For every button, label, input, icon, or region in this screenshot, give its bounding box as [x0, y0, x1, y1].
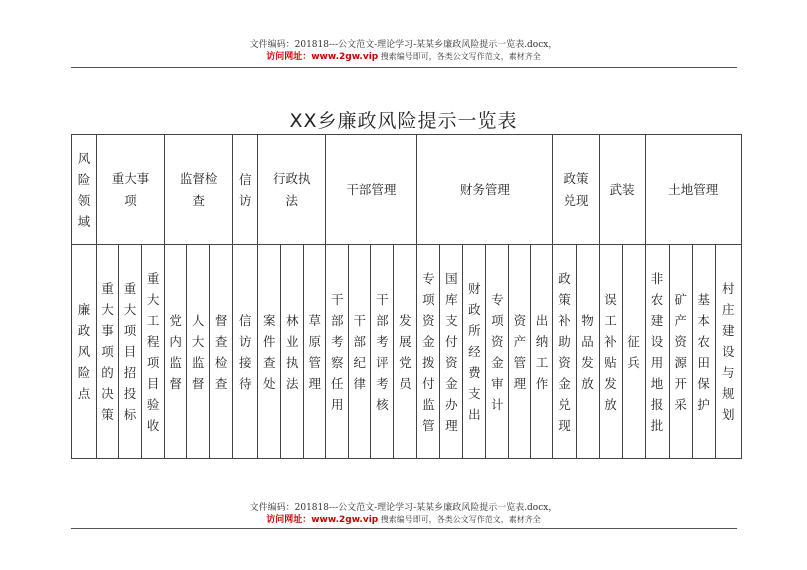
group-label: 监督检查	[179, 170, 218, 208]
header-visit-label: 访问网址：	[266, 52, 312, 62]
point-label: 非农建设用地报批	[650, 270, 664, 433]
point-label: 物品发放	[581, 312, 594, 391]
table-points-row	[72, 245, 742, 459]
group-label: 干部管理	[346, 182, 397, 197]
page-header	[0, 40, 807, 63]
point-label: 重大工程项目验收	[146, 270, 160, 433]
group-label: 财务管理	[459, 182, 510, 197]
point-cell	[417, 245, 440, 459]
row-label-cell	[72, 245, 97, 459]
footer-visit-url[interactable]: www.2gw.vip	[311, 515, 379, 525]
point-label: 误工补贴发放	[604, 291, 617, 412]
point-cell	[281, 245, 304, 459]
point-label: 草原管理	[308, 312, 322, 391]
point-cell	[326, 245, 349, 459]
point-label: 政策补助资金兑现	[558, 270, 571, 433]
footer-visit-note: 搜索编号即可，各类公文写作范文，素材齐全	[380, 515, 541, 524]
footer-visit-line	[0, 514, 807, 526]
table-header-row	[72, 135, 742, 245]
group-cell	[97, 135, 165, 245]
row-label: 廉政风险点	[77, 302, 91, 401]
group-label: 武装	[609, 182, 635, 197]
point-label: 国库支付资金办理	[445, 270, 458, 433]
point-cell	[669, 245, 692, 459]
point-label: 信访接待	[238, 312, 252, 391]
point-cell	[645, 245, 669, 459]
point-cell	[692, 245, 715, 459]
point-cell	[440, 245, 463, 459]
point-cell	[165, 245, 187, 459]
point-label: 干部纪律	[353, 312, 367, 391]
point-label: 林业执法	[285, 312, 299, 391]
corner-cell	[72, 135, 97, 245]
point-label: 党内监督	[169, 312, 182, 391]
footer-file-code: 文件编码：201818---公文范文-理论学习-某某乡廉政风险提示一览表.docx，	[249, 503, 558, 513]
point-cell	[349, 245, 371, 459]
header-rule	[71, 67, 737, 68]
header-visit-url[interactable]: www.2gw.vip	[311, 52, 379, 62]
header-visit-line	[0, 51, 807, 63]
point-cell	[371, 245, 394, 459]
point-cell	[394, 245, 417, 459]
point-label: 出纳工作	[535, 312, 549, 391]
group-cell	[417, 135, 553, 245]
point-label: 案件查处	[262, 312, 276, 391]
point-cell	[531, 245, 553, 459]
point-cell	[97, 245, 119, 459]
footer-rule	[71, 528, 737, 529]
group-cell	[599, 135, 645, 245]
point-label: 专项资金审计	[491, 291, 504, 412]
point-cell	[509, 245, 531, 459]
point-cell	[715, 245, 741, 459]
point-label: 重大项目招投标	[123, 281, 137, 422]
group-label: 行政执法	[272, 170, 311, 208]
point-cell	[463, 245, 486, 459]
point-label: 资产管理	[513, 312, 527, 391]
point-label: 人大监督	[191, 312, 205, 391]
point-cell	[258, 245, 281, 459]
group-label: 重大事项	[111, 170, 150, 208]
point-cell	[486, 245, 509, 459]
header-file-code: 文件编码：201818---公文范文-理论学习-某某乡廉政风险提示一览表.docx，	[249, 40, 558, 50]
point-label: 重大事项的决策	[101, 281, 114, 422]
point-label: 专项资金拨付监管	[422, 270, 435, 433]
group-label: 政策兑现	[563, 170, 589, 208]
point-label: 发展党员	[399, 312, 412, 391]
page-footer	[0, 503, 807, 526]
group-label: 土地管理	[668, 182, 719, 197]
header-visit-note: 搜索编号即可，各类公文写作范文，素材齐全	[380, 52, 541, 61]
group-cell	[165, 135, 233, 245]
point-label: 村庄建设与规划	[722, 281, 735, 422]
group-cell	[233, 135, 258, 245]
point-cell	[304, 245, 326, 459]
point-cell	[210, 245, 233, 459]
point-cell	[142, 245, 165, 459]
page-title: XX乡廉政风险提示一览表	[289, 110, 518, 132]
group-label: 信访	[238, 171, 252, 208]
footer-visit-label: 访问网址：	[266, 515, 312, 525]
point-cell	[119, 245, 142, 459]
point-label: 督查检查	[214, 312, 228, 391]
point-cell	[622, 245, 645, 459]
point-label: 矿产资源开采	[674, 291, 687, 412]
point-cell	[576, 245, 599, 459]
group-cell	[553, 135, 599, 245]
point-cell	[233, 245, 258, 459]
risk-table	[71, 134, 742, 459]
point-label: 财政所经费支出	[468, 281, 481, 422]
point-label: 基本农田保护	[697, 291, 710, 412]
point-cell	[553, 245, 576, 459]
group-cell	[258, 135, 326, 245]
point-label: 干部考察任用	[331, 291, 344, 412]
point-cell	[599, 245, 622, 459]
point-label: 干部考评考核	[376, 291, 389, 412]
point-cell	[187, 245, 210, 459]
group-cell	[645, 135, 741, 245]
point-label: 征兵	[627, 333, 640, 370]
corner-label: 风险领域	[77, 150, 91, 229]
group-cell	[326, 135, 417, 245]
